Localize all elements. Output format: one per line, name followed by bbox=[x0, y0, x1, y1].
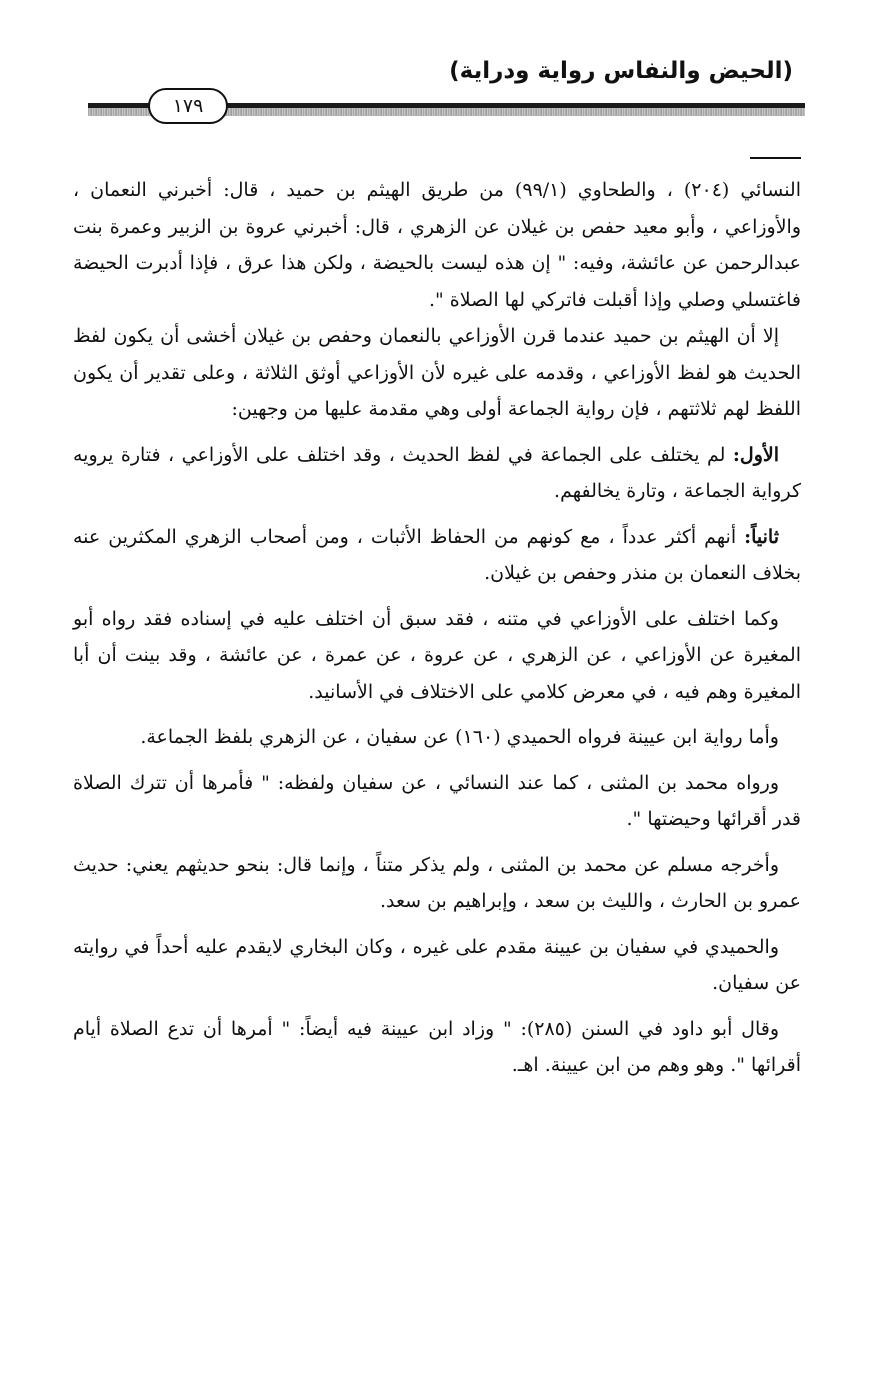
paragraph-text: أنهم أكثر عدداً ، مع كونهم من الحفاظ الأثبات ، ومن أصحاب الزهري المكثرين عنه بخلاف النعمان بن منذر وحفص بن غيلان. bbox=[73, 525, 801, 584]
paragraph-text: ورواه محمد بن المثنى ، كما عند النسائي ، عن سفيان ولفظه: " فأمرها أن تترك الصلاة قدر أقرائها وحيضتها ". bbox=[73, 771, 801, 830]
paragraph bbox=[73, 929, 801, 1002]
paragraph bbox=[73, 437, 801, 510]
paragraph bbox=[73, 1011, 801, 1084]
paragraph-text: لم يختلف على الجماعة في لفظ الحديث ، وقد اختلف على الأوزاعي ، فتارة يرويه كرواية الجماعة ، وتارة يخالفهم. bbox=[73, 443, 801, 502]
paragraph bbox=[73, 519, 801, 592]
paragraph bbox=[73, 318, 801, 428]
paragraph bbox=[73, 601, 801, 711]
paragraph bbox=[73, 765, 801, 838]
paragraph-text: إلا أن الهيثم بن حميد عندما قرن الأوزاعي بالنعمان وحفص بن غيلان أخشى أن يكون لفظ الحديث هو لفظ الأوزاعي ، وقدمه على غيره لأن الأوزاعي أوثق الثلاثة ، وعلى تقدير أن يكون اللفظ لهم ثلاثتهم ، فإن رواية الجماعة أولى وهي مقدمة عليها من وجهين: bbox=[73, 325, 801, 420]
page-number: ١٧٩ bbox=[148, 88, 228, 124]
paragraph-text: والحميدي في سفيان بن عيينة مقدم على غيره ، وكان البخاري لايقدم عليه أحداً في روايته عن سفيان. bbox=[73, 935, 801, 994]
running-title: (الحيض والنفاس رواية ودراية) bbox=[449, 58, 793, 84]
body-text bbox=[73, 172, 801, 1093]
paragraph-text: وكما اختلف على الأوزاعي في متنه ، فقد سبق أن اختلف عليه في إسناده فقد رواه أبو المغيرة عن الأوزاعي ، عن الزهري ، عن عروة ، عن عمرة ، عن عائشة ، وقد بينت أن أبا المغيرة وهم فيه ، في معرض كلامي على الاختلاف في الأسانيد. bbox=[73, 607, 801, 703]
footnote-continuation: النسائي (٢٠٤) ، والطحاوي (٩٩/١) من طريق الهيثم بن حميد ، قال: أخبرني النعمان ، والأوزاعي ، وأبو معيد حفص بن غيلان عن الزهري ، قال: أخبرني عروة بن الزبير وعمرة بنت عبدالرحمن عن عائشة، وفيه: " إن هذه ليست بالحيضة ، ولكن هذا عرق ، فإذا أدبرت الحيضة فاغتسلي وصلي وإذا أقبلت فاتركي لها الصلاة ". bbox=[73, 179, 802, 311]
footnote-rule bbox=[750, 157, 801, 159]
paragraph-text: وقال أبو داود في السنن (٢٨٥): " وزاد ابن عيينة فيه أيضاً: " أمرها أن تدع الصلاة أيام أقرائها ". وهو وهم من ابن عيينة. اهـ. bbox=[73, 1017, 801, 1076]
paragraph-lead: ثانياً: bbox=[744, 525, 779, 548]
paragraph-text: وأما رواية ابن عيينة فرواه الحميدي (١٦٠) عن سفيان ، عن الزهري بلفظ الجماعة. bbox=[140, 726, 779, 748]
paragraph bbox=[73, 719, 801, 756]
paragraph-text: وأخرجه مسلم عن محمد بن المثنى ، ولم يذكر متناً ، وإنما قال: بنحو حديثهم يعني: حديث عمرو بن الحارث ، والليث بن سعد ، وإبراهيم بن سعد. bbox=[73, 853, 801, 912]
paragraph bbox=[73, 847, 801, 920]
paragraph-lead: الأول: bbox=[732, 443, 779, 466]
